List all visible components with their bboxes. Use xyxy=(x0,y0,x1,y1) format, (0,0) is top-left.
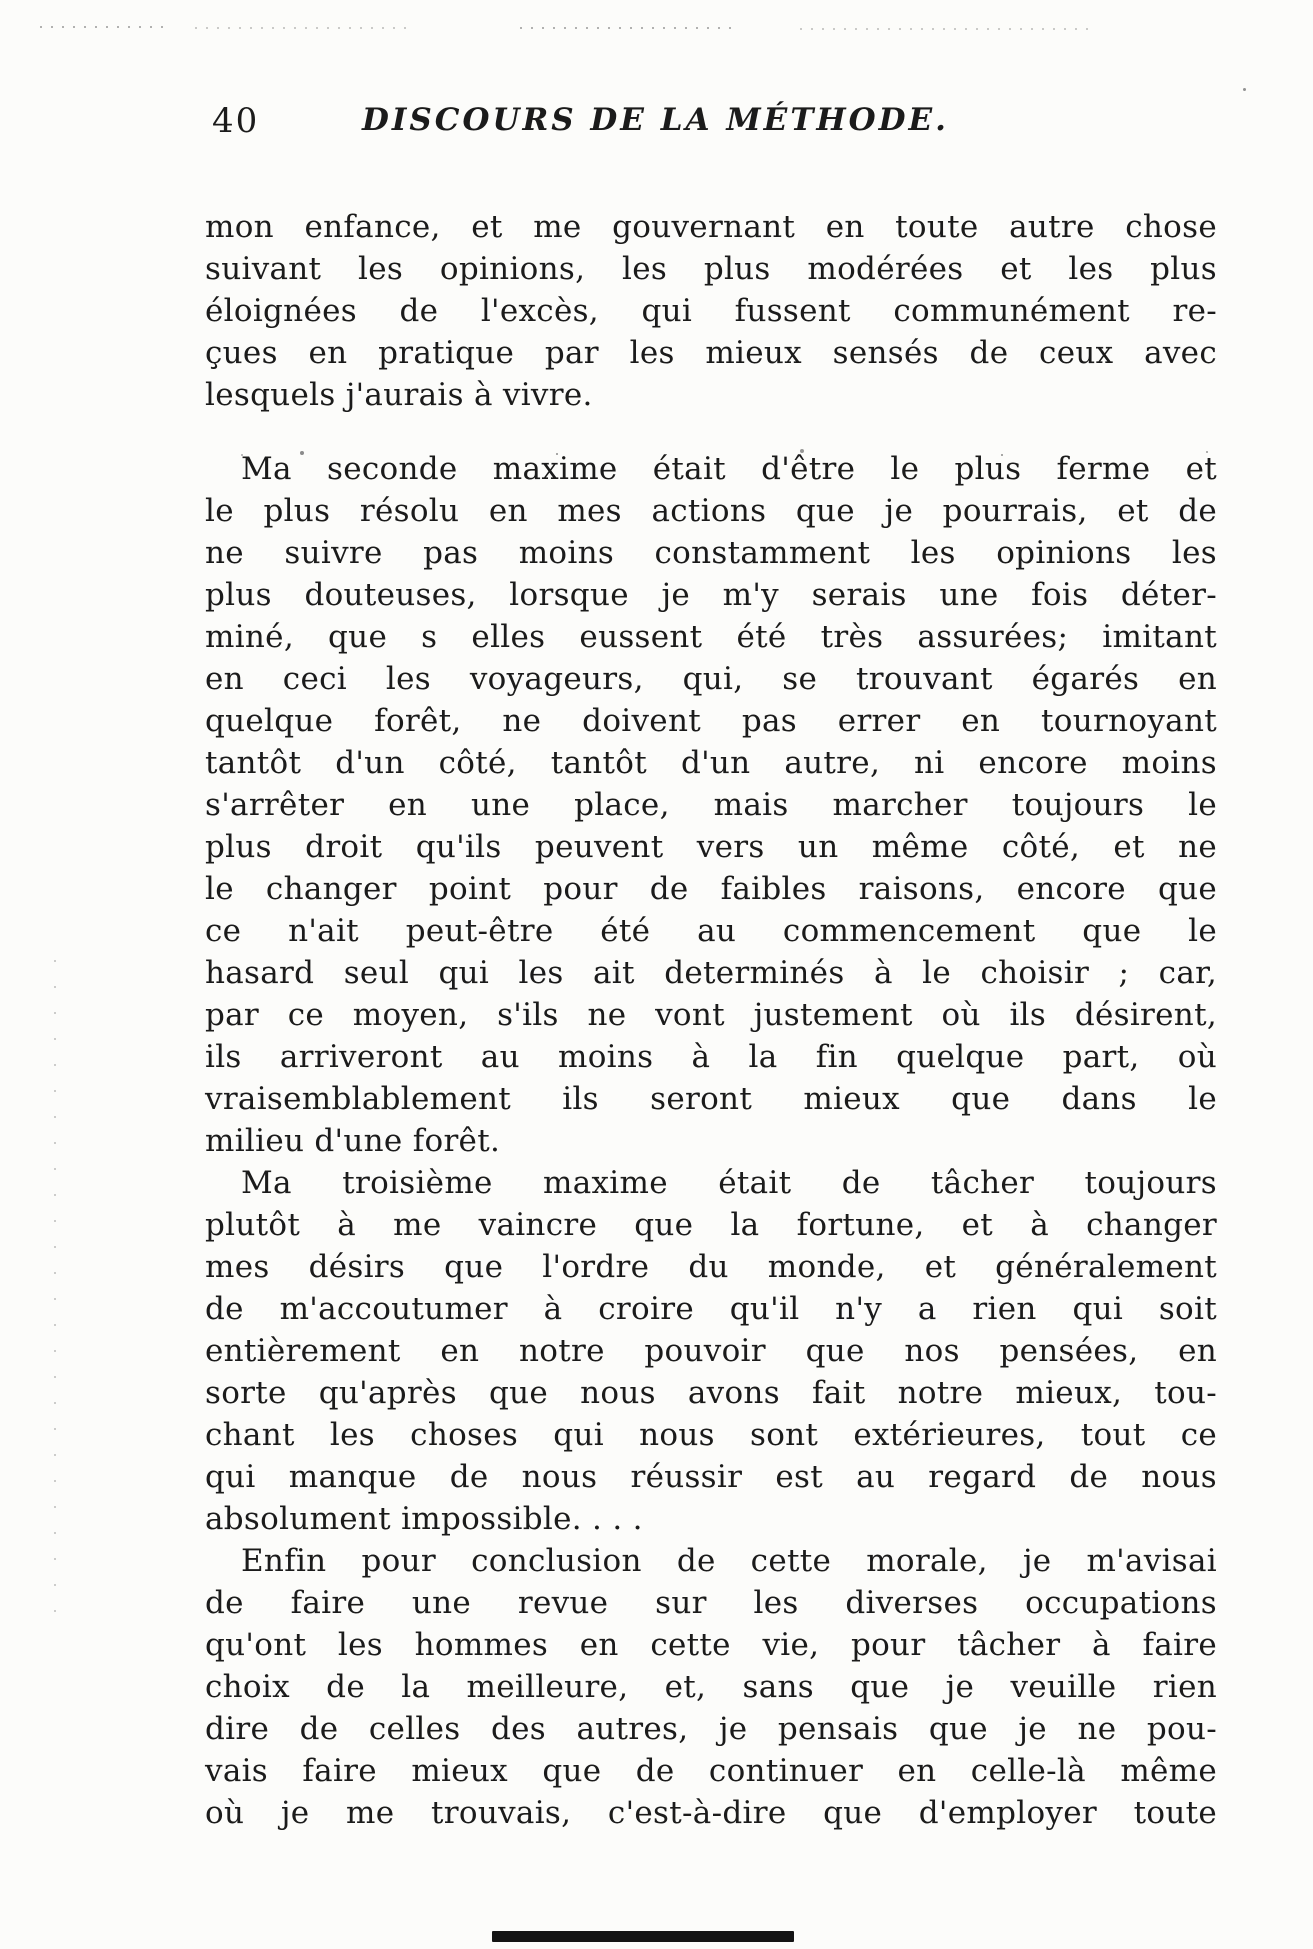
text-line: ils arriveront au moins à la fin quelque part, où xyxy=(205,1039,1217,1075)
text-line: Enfin pour conclusion de cette morale, je m'avisai xyxy=(241,1543,1217,1579)
text-line: où je me trouvais, c'est-à-dire que d'employer toute xyxy=(205,1795,1217,1831)
scan-noise-top-line xyxy=(40,26,170,28)
text-line: entièrement en notre pouvoir que nos pensées, en xyxy=(205,1333,1217,1369)
text-line: de m'accoutumer à croire qu'il n'y a rien qui soit xyxy=(205,1291,1217,1327)
running-header-title: DISCOURS DE LA MÉTHODE. xyxy=(362,102,949,138)
text-line: plutôt à me vaincre que la fortune, et à changer xyxy=(205,1207,1217,1243)
text-line: tantôt d'un côté, tantôt d'un autre, ni encore moins xyxy=(205,745,1217,781)
text-line: dire de celles des autres, je pensais que je ne pou- xyxy=(205,1711,1217,1747)
scan-noise-top-line xyxy=(800,28,1090,30)
text-line: plus droit qu'ils peuvent vers un même côté, et ne xyxy=(205,829,1217,865)
scan-artifact-bar xyxy=(492,1931,794,1942)
text-line: de faire une revue sur les diverses occupations xyxy=(205,1585,1217,1621)
text-line: choix de la meilleure, et, sans que je veuille rien xyxy=(205,1669,1217,1705)
text-line: qu'ont les hommes en cette vie, pour tâcher à faire xyxy=(205,1627,1217,1663)
scan-noise-top-line xyxy=(520,27,735,29)
text-line: vais faire mieux que de continuer en celle-là même xyxy=(205,1753,1217,1789)
text-line: vraisemblablement ils seront mieux que dans le xyxy=(205,1081,1217,1117)
text-line: milieu d'une forêt. xyxy=(205,1123,501,1159)
text-line: le changer point pour de faibles raisons, encore que xyxy=(205,871,1217,907)
page-text xyxy=(205,206,1217,1834)
text-line: ne suivre pas moins constamment les opinions les xyxy=(205,535,1217,571)
text-line: çues en pratique par les mieux sensés de ceux avec xyxy=(205,335,1217,371)
text-line: par ce moyen, s'ils ne vont justement où ils désirent, xyxy=(205,997,1217,1033)
text-line: sorte qu'après que nous avons fait notre mieux, tou- xyxy=(205,1375,1217,1411)
text-line: le plus résolu en mes actions que je pourrais, et de xyxy=(205,493,1217,529)
text-line: miné, que s elles eussent été très assurées; imitant xyxy=(205,619,1217,655)
text-line: ce n'ait peut-être été au commencement que le xyxy=(205,913,1217,949)
text-line: s'arrêter en une place, mais marcher toujours le xyxy=(205,787,1217,823)
text-line: chant les choses qui nous sont extérieures, tout ce xyxy=(205,1417,1217,1453)
paragraph xyxy=(205,206,1217,416)
paragraph xyxy=(205,1540,1217,1834)
scan-speck xyxy=(1243,88,1246,91)
text-line: lesquels j'aurais à vivre. xyxy=(205,377,593,413)
paragraph xyxy=(205,448,1217,1162)
text-line: absolument impossible. . . . xyxy=(205,1501,643,1537)
scan-noise-left-margin xyxy=(54,960,56,1620)
page-number: 40 xyxy=(212,101,260,141)
text-line: en ceci les voyageurs, qui, se trouvant égarés en xyxy=(205,661,1217,697)
text-line: qui manque de nous réussir est au regard de nous xyxy=(205,1459,1217,1495)
text-line: mon enfance, et me gouvernant en toute autre chose xyxy=(205,209,1217,245)
text-line: mes désirs que l'ordre du monde, et généralement xyxy=(205,1249,1217,1285)
text-line: quelque forêt, ne doivent pas errer en tournoyant xyxy=(205,703,1217,739)
text-line: suivant les opinions, les plus modérées et les plus xyxy=(205,251,1217,287)
text-line: éloignées de l'excès, qui fussent communément re- xyxy=(205,293,1217,329)
paragraph xyxy=(205,1162,1217,1540)
text-line: plus douteuses, lorsque je m'y serais une fois déter- xyxy=(205,577,1217,613)
text-line: hasard seul qui les ait determinés à le choisir ; car, xyxy=(205,955,1217,991)
text-line: Ma seconde maxime était d'être le plus ferme et xyxy=(241,451,1217,487)
text-line: Ma troisième maxime était de tâcher toujours xyxy=(241,1165,1217,1201)
scan-noise-top-line xyxy=(195,27,415,29)
